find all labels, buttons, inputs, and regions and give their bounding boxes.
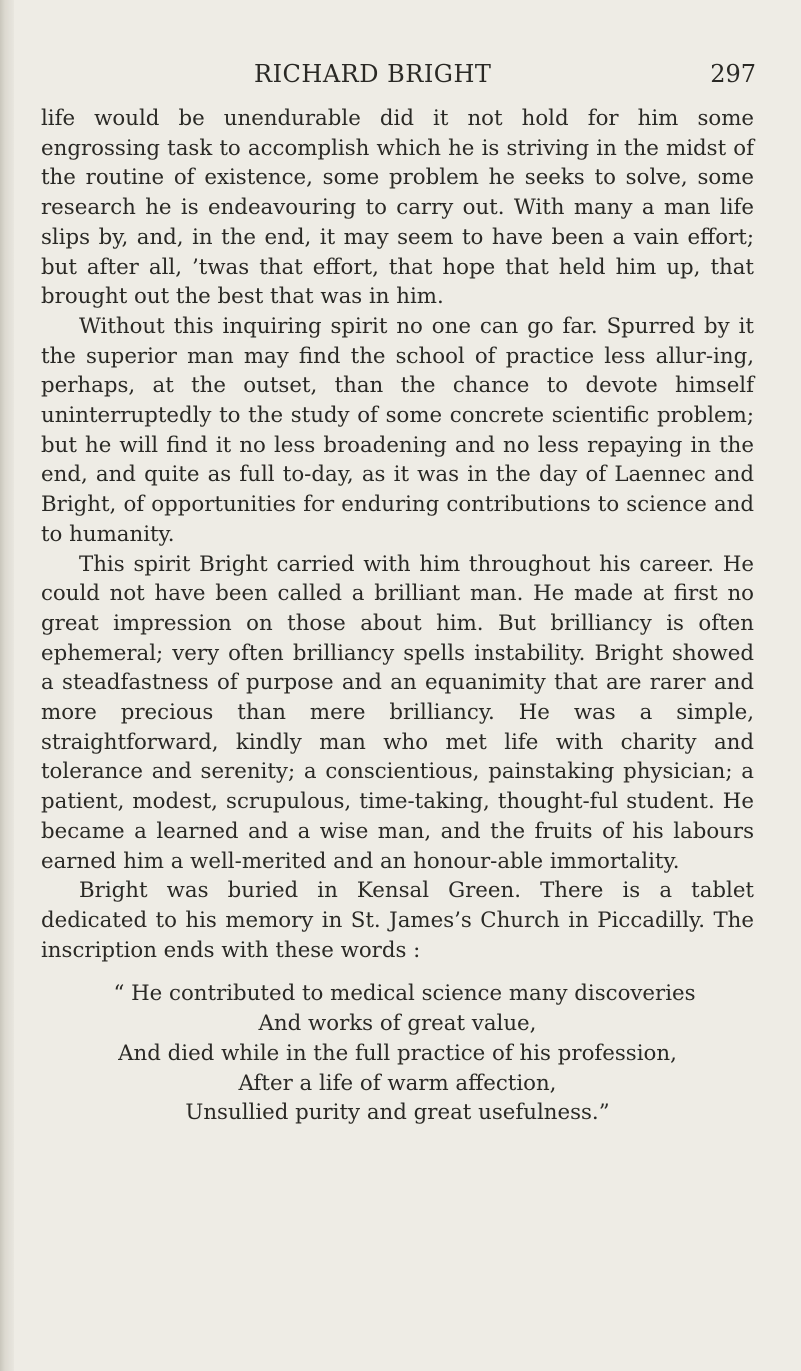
quote-line: “ He contributed to medical science many discoveries (113, 981, 696, 1007)
running-head: RICHARD BRIGHT (254, 60, 492, 88)
page-number: 297 (710, 60, 756, 88)
quote-line: And died while in the full practice of his profession, (118, 1040, 677, 1066)
quote-line: Unsullied purity and great usefulness.” (185, 1100, 610, 1126)
paragraph-brights-character: This spirit Bright carried with him throughout his career. He could not have been called a brilliant man. He made at first no great impression on those about him. But brilliancy is often ephemeral; very often brilliancy spells instability. Bright showed a steadfastness of purpose and an equanimity that are rarer and more precious than mere brilliancy. He was a simple, straightforward, kindly man who met life with charity and tolerance and serenity; a conscientious, painstaking physician; a patient, modest, scrupulous, time-taking, thought-ful student. He became a learned and a wise man, and the fruits of his labours earned him a well-merited and an honour-able immortality. (41, 551, 754, 874)
quote-line: After a life of warm affection, (238, 1070, 557, 1096)
paragraph-burial: Bright was buried in Kensal Green. There is a tablet dedicated to his memory in St. James’s Church in Piccadilly. The inscription ends with these words : (41, 878, 754, 963)
paragraph-continuation: life would be unendurable did it not hold for him some engrossing task to accomplish which he is striving in the midst of the routine of existence, some problem he seeks to solve, some research he is endeavouring to carry out. With many a man life slips by, and, in the end, it may seem to have been a vain effort; but after all, ’twas that effort, that hope that held him up, that brought out the best that was in him. (41, 106, 754, 310)
page-body (41, 104, 754, 1128)
page-binding-shadow (0, 0, 14, 1371)
tablet-inscription-quote (41, 979, 754, 1128)
page-header (0, 52, 801, 92)
quote-line: And works of great value, (258, 1011, 537, 1037)
paragraph-inquiring-spirit: Without this inquiring spirit no one can go far. Spurred by it the superior man may find the school of practice less allur-ing, perhaps, at the outset, than the chance to devote himself uninterruptedly to the study of some concrete scientific problem; but he will find it no less broadening and no less repaying in the end, and quite as full to-day, as it was in the day of Laennec and Bright, of opportunities for enduring contributions to science and to humanity. (41, 313, 754, 547)
